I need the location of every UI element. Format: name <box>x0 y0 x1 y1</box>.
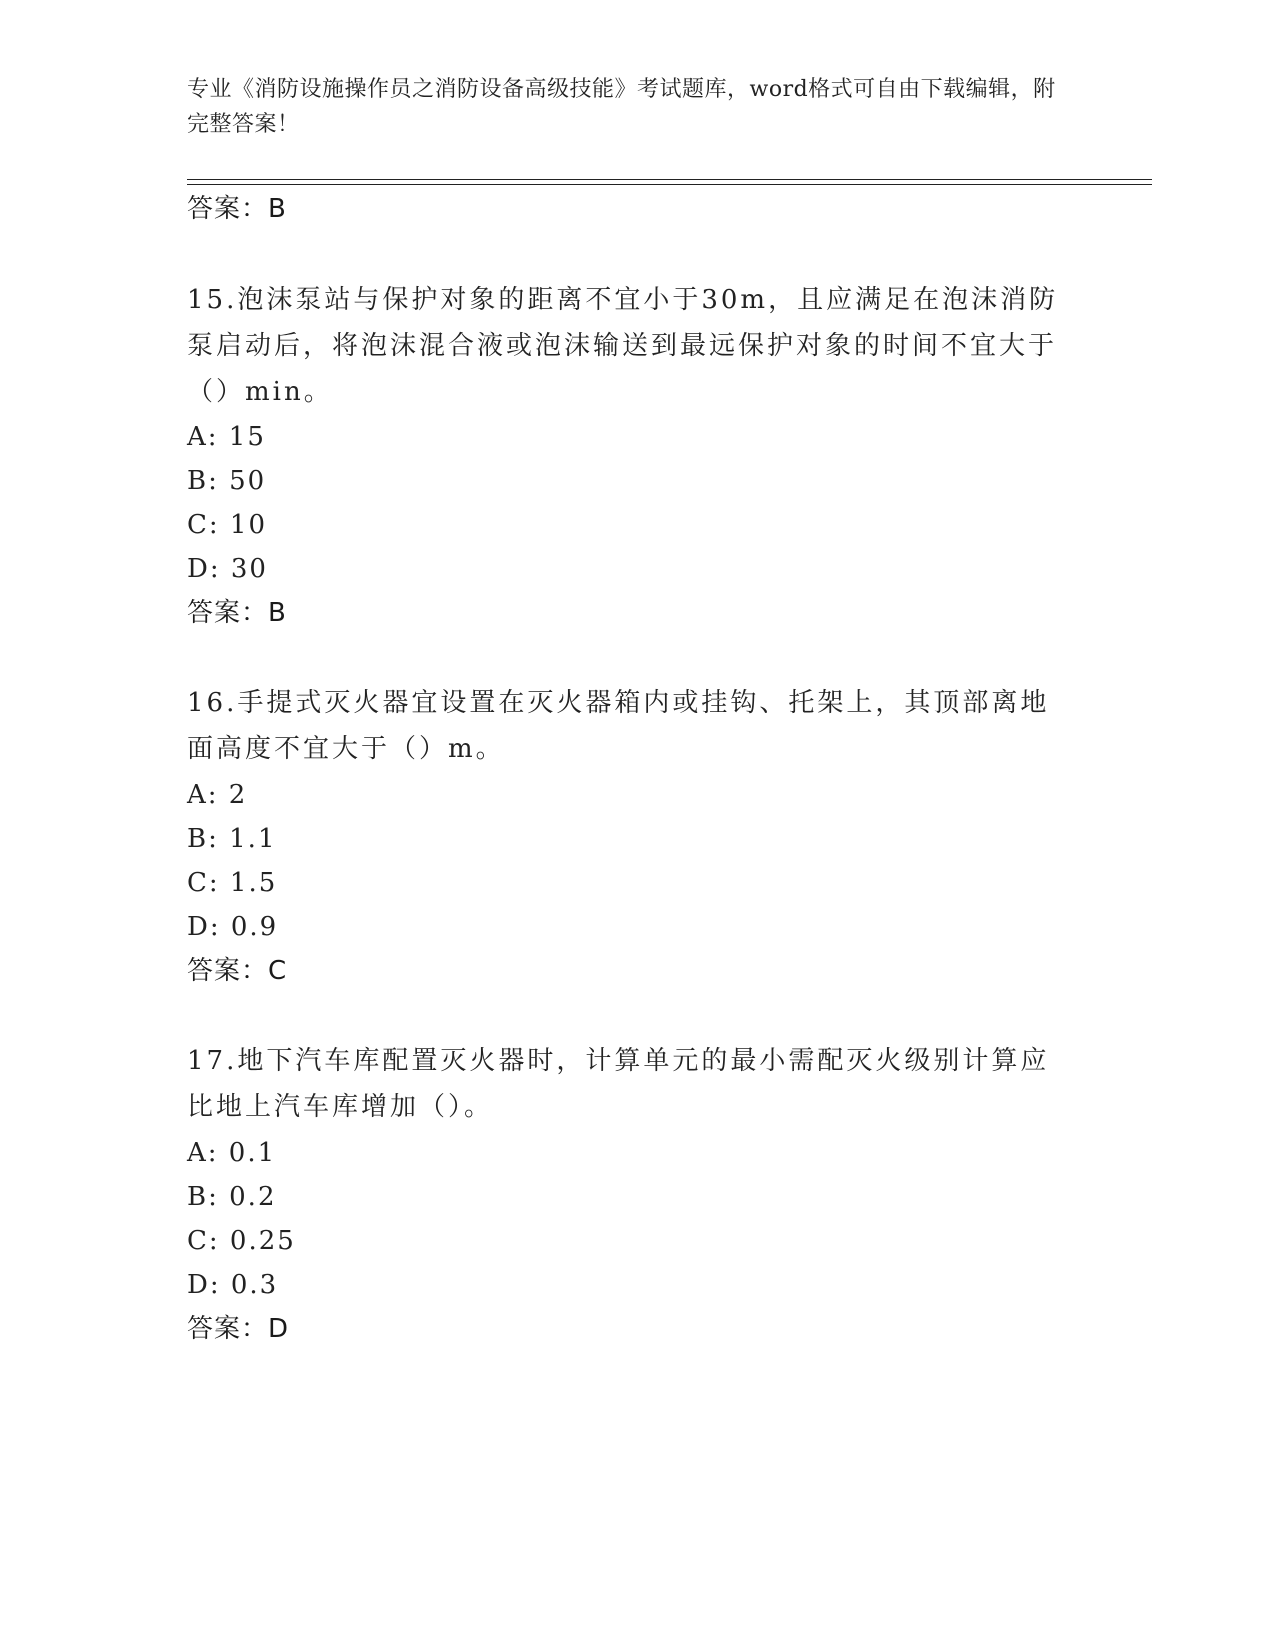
question-16-option-b: B: 1.1 <box>187 824 277 854</box>
question-16-option-a: A: 2 <box>187 780 248 810</box>
question-15-option-b: B: 50 <box>187 466 267 496</box>
question-16-option-d: D: 0.9 <box>187 912 279 942</box>
question-15-option-c: C: 10 <box>187 510 268 540</box>
question-17-option-a: A: 0.1 <box>187 1138 277 1168</box>
question-16-answer: 答案：C <box>187 956 288 986</box>
question-17-option-b: B: 0.2 <box>187 1182 277 1212</box>
question-15-answer: 答案：B <box>187 598 287 628</box>
question-17-option-d: D: 0.3 <box>187 1270 279 1300</box>
header-rule-top <box>187 179 1152 180</box>
question-17-option-c: C: 0.25 <box>187 1226 296 1256</box>
page-header: 专业《消防设施操作员之消防设备高级技能》考试题库，word格式可自由下载编辑，附完整答案！ <box>187 77 1056 137</box>
header-rule-bottom <box>187 184 1152 185</box>
question-15: 15.泡沫泵站与保护对象的距离不宜小于30m，且应满足在泡沫消防泵启动后，将泡沫混合液或泡沫输送到最远保护对象的时间不宜大于（）min。 <box>187 285 1059 407</box>
question-17: 17.地下汽车库配置灭火器时，计算单元的最小需配灭火级别计算应比地上汽车库增加（）。 <box>187 1046 1050 1122</box>
question-16-option-c: C: 1.5 <box>187 868 278 898</box>
question-16: 16.手提式灭火器宜设置在灭火器箱内或挂钩、托架上，其顶部离地面高度不宜大于（）m。 <box>187 688 1050 764</box>
question-15-option-a: A: 15 <box>187 422 266 452</box>
question-17-answer: 答案：D <box>187 1314 290 1344</box>
question-15-option-d: D: 30 <box>187 554 268 584</box>
answer-line-prev: 答案：B <box>187 194 287 224</box>
